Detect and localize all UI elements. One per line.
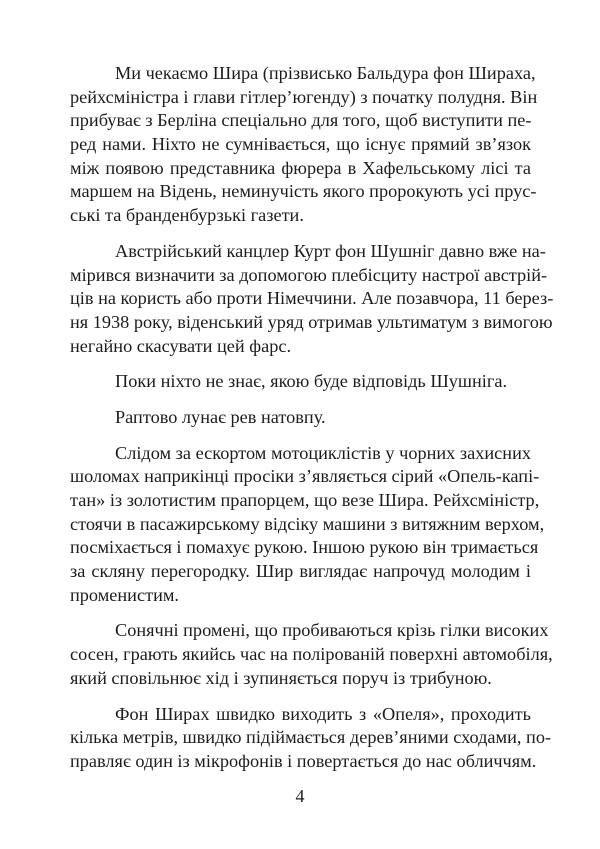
text-line: рейхсміністра і глави гітлер’югенду) з початку полудня. Він bbox=[70, 86, 538, 107]
paragraph bbox=[70, 370, 531, 394]
text-line: за скляну перегородку. Шир виглядає напрочуд молодим і bbox=[70, 561, 531, 582]
text-line: стоячи в пасажирському відсіку машини з витяжним верхом, bbox=[70, 513, 545, 534]
text-line: маршем на Відень, неминучість якого пророкують усі прус- bbox=[70, 181, 537, 202]
text-line: Австрійський канцлер Курт фон Шушніг давно вже на- bbox=[115, 240, 546, 261]
text-line: негайно скасувати цей фарс. bbox=[70, 335, 292, 356]
text-line: Слідом за ескортом мотоциклістів у чорних захисних bbox=[115, 442, 531, 463]
paragraph bbox=[70, 406, 531, 430]
text-line: ців на користь або проти Німеччини. Але позавчора, 11 берез- bbox=[70, 288, 554, 309]
text-line: Сонячні промені, що пробиваються крізь гілки високих bbox=[115, 620, 549, 641]
text-line: Ми чекаємо Шира (прізвисько Бальдура фон Шираха, bbox=[115, 63, 536, 83]
text-line: посміхається і помахує рукою. Іншою рукою він тримається bbox=[70, 537, 539, 558]
text-line: мірився визначити за допомогою плебісциту настрої австрій- bbox=[70, 264, 548, 285]
text-line: правляє один із мікрофонів і повертається до нас обличчям. bbox=[70, 750, 537, 771]
text-line: який сповільнює хід і зупиняється поруч із трибуною. bbox=[70, 667, 492, 688]
paragraph bbox=[70, 703, 552, 774]
page-body bbox=[70, 62, 554, 786]
text-line: тан» із золотистим прапорцем, що везе Шира. Рейхсміністр, bbox=[70, 490, 540, 510]
page-number: 4 bbox=[295, 786, 305, 806]
text-line: Фон Ширах швидко виходить з «Опеля», проходить bbox=[115, 703, 531, 724]
text-line: кілька метрів, швидко підіймається дерев’яними сходами, по- bbox=[70, 727, 552, 748]
text-line: променистим. bbox=[70, 584, 179, 605]
text-line: шоломах наприкінці просіки з’являється сірий «Опель-капі- bbox=[70, 466, 540, 487]
text-line: сосен, грають якийсь час на полірованій поверхні автомобіля, bbox=[70, 644, 553, 665]
text-line: Раптово лунає рев натовпу. bbox=[115, 406, 326, 427]
paragraph bbox=[70, 62, 538, 228]
text-line: ня 1938 року, віденський уряд отримав ультиматум з вимогою bbox=[70, 311, 553, 332]
paragraph bbox=[70, 240, 554, 358]
paragraph bbox=[70, 619, 553, 690]
text-line: ські та бранденбурзькі газети. bbox=[70, 205, 304, 226]
text-line: прибуває з Берліна спеціально для того, щоб виступити пе- bbox=[70, 110, 532, 131]
text-line: між появою представника фюрера в Хафельському лісі та bbox=[70, 157, 531, 178]
paragraph bbox=[70, 442, 545, 608]
text-line: ред нами. Ніхто не сумнівається, що існує прямий зв’язок bbox=[70, 134, 531, 155]
text-line: Поки ніхто не знає, якою буде відповідь Шушніга. bbox=[115, 371, 508, 392]
